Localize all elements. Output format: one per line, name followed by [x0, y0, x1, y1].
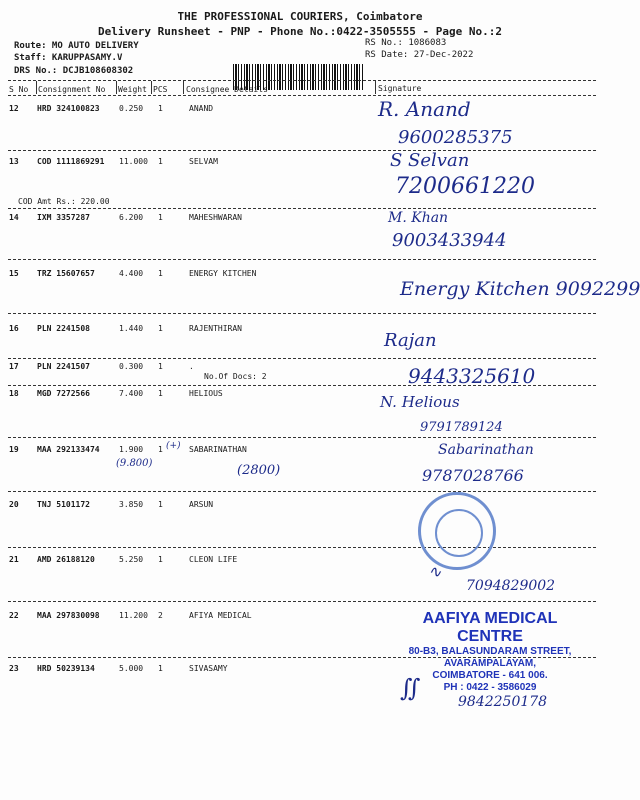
cell-weight: 11.000 [119, 157, 148, 166]
cell-sno: 21 [9, 555, 19, 564]
stamp-address-3: COIMBATORE - 641 006. [432, 670, 548, 681]
cell-consignee: ANAND [189, 104, 214, 113]
header-top-rule [8, 80, 596, 81]
rs-date: RS Date: 27-Dec-2022 [365, 50, 474, 60]
staff-label: Staff: KARUPPASAMY.V [14, 53, 123, 63]
phone-rajenthiran: 9443325610 [408, 364, 536, 388]
cell-weight: 5.250 [119, 555, 144, 564]
row-separator [8, 437, 596, 438]
cell-consignee: AFIYA MEDICAL [189, 611, 252, 620]
cell-weight: 4.400 [119, 269, 144, 278]
cell-weight: 5.000 [119, 664, 144, 673]
route-label: Route: MO AUTO DELIVERY [14, 41, 139, 51]
cell-consignment: TNJ 5101172 [37, 500, 90, 509]
cell-weight: 6.200 [119, 213, 144, 222]
cell-pcs: 1 [158, 324, 163, 333]
cell-sno: 16 [9, 324, 19, 333]
cell-weight: 3.850 [119, 500, 144, 509]
cell-pcs: 1 [158, 362, 163, 371]
signature-energy-kitchen: Energy Kitchen 9092299 [400, 278, 640, 300]
cell-consignment: TRZ 15607657 [37, 269, 95, 278]
cell-sno: 23 [9, 664, 19, 673]
cell-pcs: 1 [158, 389, 163, 398]
cell-consignee: SABARINATHAN [189, 445, 247, 454]
rs-number: RS No.: 1086083 [365, 38, 447, 48]
col-divider [151, 81, 152, 94]
row-separator [8, 601, 596, 602]
signature-anand: R. Anand [378, 97, 471, 121]
cell-weight: 1.900 [119, 445, 144, 454]
cell-sno: 12 [9, 104, 19, 113]
signature-sabarinathan: Sabarinathan [438, 442, 534, 458]
col-sno: S No [9, 85, 29, 94]
col-consignee: Consignee Details [186, 85, 268, 94]
signature-selvam: S Selvan [390, 150, 470, 171]
col-signature: Signature [378, 84, 422, 93]
signature-helious: N. Helious [380, 393, 460, 411]
row-separator [8, 313, 596, 314]
cell-consignee: CLEON LIFE [189, 555, 238, 564]
cell-consignee: ARSUN [189, 500, 214, 509]
cell-pcs: 1 [158, 213, 163, 222]
phone-helious: 9791789124 [420, 420, 503, 435]
cell-sno: 20 [9, 500, 19, 509]
cell-weight: 11.200 [119, 611, 148, 620]
phone-sivasamy: 9842250178 [458, 694, 548, 710]
no-of-docs: No.Of Docs: 2 [204, 372, 267, 381]
cell-sno: 13 [9, 157, 19, 166]
cell-consignee: MAHESHWARAN [189, 213, 242, 222]
phone-sabarinathan: 9787028766 [422, 466, 524, 485]
cell-consignment: AMD 26188120 [37, 555, 95, 564]
cell-pcs: 1 [158, 157, 163, 166]
cell-pcs: 1 [158, 104, 163, 113]
cell-consignment: HRD 324100823 [37, 104, 100, 113]
col-pcs: PCS [153, 85, 168, 94]
signature-sivasamy: ∬ [400, 674, 421, 702]
phone-cleon-life: 7094829002 [466, 578, 556, 594]
weight-correction: (9.800) [116, 458, 153, 469]
cell-sno: 14 [9, 213, 19, 222]
cell-pcs: 2 [158, 611, 163, 620]
cell-consignment: PLN 2241507 [37, 362, 90, 371]
row-separator [8, 491, 596, 492]
signature-rajenthiran: Rajan [384, 330, 437, 351]
cell-consignee: SIVASAMY [189, 664, 228, 673]
cell-weight: 1.440 [119, 324, 144, 333]
header-bottom-rule [8, 95, 596, 96]
row-separator [8, 547, 596, 548]
col-divider [36, 81, 37, 94]
row-separator [8, 208, 596, 209]
stamp-phone: PH : 0422 - 3586029 [443, 682, 537, 693]
col-weight: Weight [118, 85, 147, 94]
amount-note: (2800) [237, 463, 281, 478]
cell-sno: 17 [9, 362, 19, 371]
cell-consignee: HELIOUS [189, 389, 223, 398]
cell-sno: 18 [9, 389, 19, 398]
cell-consignment: COD 1111869291 [37, 157, 105, 166]
cell-consignee: RAJENTHIRAN [189, 324, 242, 333]
cell-pcs: 1 [158, 445, 163, 454]
runsheet-title: Delivery Runsheet - PNP - Phone No.:0422-3505555 - Page No.:2 [98, 25, 502, 38]
stamp-address-1: 80-B3, BALASUNDARAM STREET, [408, 646, 572, 657]
company-seal-stamp [418, 492, 496, 570]
cell-pcs: 1 [158, 664, 163, 673]
phone-maheshwaran: 9003433944 [392, 230, 507, 251]
col-divider [375, 81, 376, 94]
cod-amount: COD Amt Rs.: 220.00 [18, 197, 110, 206]
col-divider [116, 81, 117, 94]
cell-consignment: MAA 292133474 [37, 445, 100, 454]
cell-consignment: MGD 7272566 [37, 389, 90, 398]
cell-weight: 0.250 [119, 104, 144, 113]
cell-pcs: 1 [158, 269, 163, 278]
col-divider [183, 81, 184, 94]
pcs-correction: (+) [166, 441, 181, 451]
phone-selvam: 7200661220 [395, 174, 535, 199]
phone-anand: 9600285375 [398, 127, 513, 148]
cell-consignee: . [189, 362, 194, 371]
cell-consignment: HRD 50239134 [37, 664, 95, 673]
cell-consignee: ENERGY KITCHEN [189, 269, 257, 278]
cell-pcs: 1 [158, 555, 163, 564]
stamp-address-2: AVARAMPALAYAM, [443, 658, 537, 669]
cell-weight: 0.300 [119, 362, 144, 371]
row-separator [8, 358, 596, 359]
signature-cleon-life: ∿ [428, 562, 442, 581]
cell-sno: 19 [9, 445, 19, 454]
cell-consignment: PLN 2241508 [37, 324, 90, 333]
stamp-name: AAFIYA MEDICAL CENTRE [422, 610, 558, 645]
cell-pcs: 1 [158, 500, 163, 509]
cell-sno: 15 [9, 269, 19, 278]
row-separator [8, 259, 596, 260]
cell-sno: 22 [9, 611, 19, 620]
cell-consignment: MAA 297830098 [37, 611, 100, 620]
signature-maheshwaran: M. Khan [388, 210, 449, 226]
cell-weight: 7.400 [119, 389, 144, 398]
drs-label: DRS No.: DCJB108608302 [14, 66, 134, 76]
col-consignment: Consignment No [38, 85, 106, 94]
company-title: THE PROFESSIONAL COURIERS, Coimbatore [177, 10, 423, 23]
row-separator [8, 150, 596, 151]
cell-consignment: IXM 3357287 [37, 213, 90, 222]
cell-consignee: SELVAM [189, 157, 218, 166]
